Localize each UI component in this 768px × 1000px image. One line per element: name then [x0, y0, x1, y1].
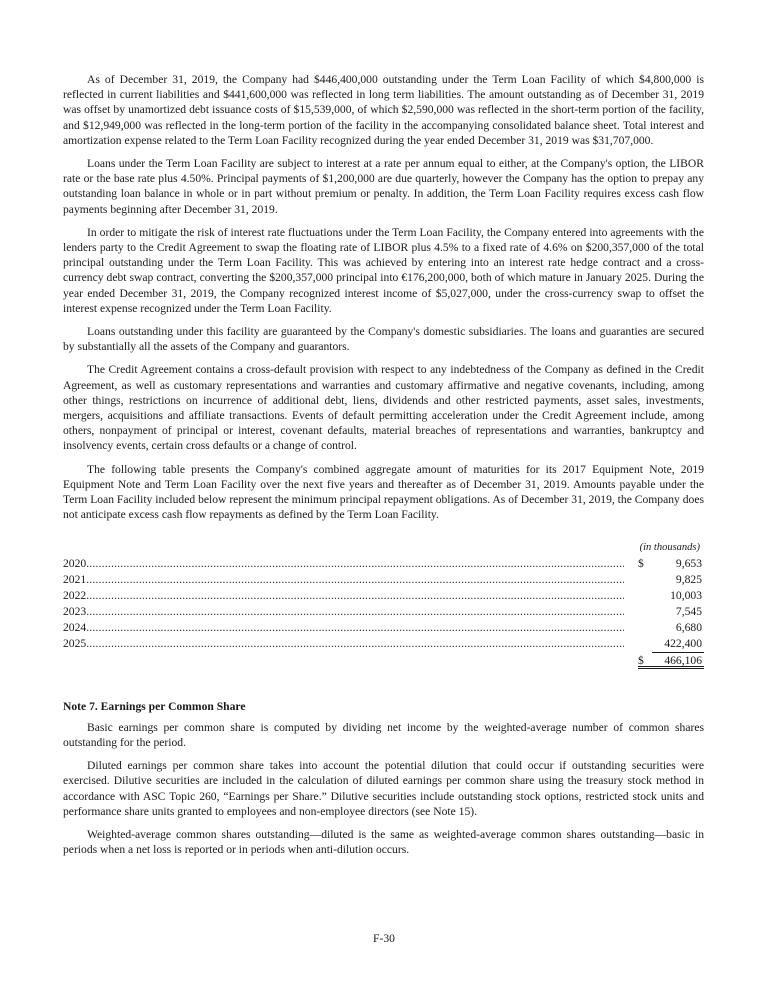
- paragraph-term-loan-outstanding: As of December 31, 2019, the Company had $446,400,000 outstanding under the Term Loan Facility of which $4,800,000 is reflected in current liabilities and $441,600,000 was reflected in long term liabilities. The amount outstanding as of December 31, 2019 was offset by unamortized debt issuance costs of $15,539,000, of which $2,590,000 was reflected in the short-term portion of the facility, and $12,949,000 was reflected in the long-term portion of the facility in the accompanying consolidated balance sheet. Total interest and amortization expense related to the Term Loan Facility recognized during the year ended December 31, 2019 was $31,707,000.: [63, 73, 704, 147]
- currency-symbol: $: [638, 557, 644, 571]
- paragraph-interest-rate-swap: In order to mitigate the risk of interest rate fluctuations under the Term Loan Facility, the Company entered into agreements with the lenders party to the Credit Agreement to swap the floating rate of LIBOR plus 4.5% to a fixed rate of 4.6% on $200,357,000 of the total principal outstanding under the Term Loan Facility. This was achieved by entering into an interest rate hedge contract and a cross-currency debt swap contract, converting the $200,357,000 principal into €176,200,000, both of which mature in January 2025. During the year ended December 31, 2019, the Company recognized interest income of $5,027,000, under the cross-currency swap to offset the interest expense recognized under the Term Loan Facility.: [63, 225, 704, 315]
- row-amount: 9,653: [675, 557, 702, 571]
- dot-leader: [86, 588, 624, 604]
- row-year: 2022: [63, 589, 87, 603]
- row-year: 2024: [63, 621, 87, 635]
- page-number: F-30: [373, 932, 395, 945]
- table-total-row: [63, 652, 704, 669]
- dot-leader: [86, 636, 624, 652]
- document-page: [63, 72, 704, 865]
- dot-leader: [86, 604, 624, 620]
- paragraph-credit-agreement-covenants: The Credit Agreement contains a cross-default provision with respect to any indebtedness of the Company as defined in the Credit Agreement, as well as customary representations and warranties and customary affirmative and negative covenants, including, among other things, restrictions on incurrence of additional debt, liens, dividends and other restricted payments, asset sales, investments, mergers, acquisitions and affiliate transactions. Events of default permitting acceleration under the Credit Agreement include, among others, nonpayment of principal or interest, covenant defaults, material breaches of representations and warranties, bankruptcy and insolvency events, certain cross defaults or a change of control.: [63, 363, 704, 453]
- maturities-table: [63, 540, 704, 669]
- row-year: 2025: [63, 637, 87, 651]
- dot-leader: [86, 572, 624, 588]
- table-row: [63, 636, 704, 652]
- table-row: [63, 572, 704, 588]
- dot-leader: [86, 556, 624, 572]
- currency-symbol: $: [638, 654, 644, 668]
- table-row: [63, 588, 704, 604]
- total-cell: [638, 652, 704, 669]
- paragraph-guarantees: Loans outstanding under this facility are guaranteed by the Company's domestic subsidiaries. The loans and guaranties are secured by substantially all the assets of the Company and guarantors.: [63, 325, 704, 354]
- table-row: [63, 556, 704, 572]
- total-amount: 466,106: [664, 654, 702, 668]
- row-year: 2023: [63, 605, 87, 619]
- row-amount: 422,400: [652, 636, 704, 653]
- units-label: (in thousands): [639, 542, 700, 554]
- row-amount: 10,003: [670, 589, 702, 603]
- table-row: [63, 620, 704, 636]
- row-amount: 6,680: [675, 621, 702, 635]
- paragraph-maturities-intro: The following table presents the Company's combined aggregate amount of maturities for its 2017 Equipment Note, 2019 Equipment Note and Term Loan Facility over the next five years and thereafter as of December 31, 2019. Amounts payable under the Term Loan Facility included below represent the minimum principal repayment obligations. As of December 31, 2019, the Company does not anticipate excess cash flow repayments as defined by the Term Loan Facility.: [63, 462, 704, 522]
- paragraph-weighted-average: Weighted-average common shares outstanding—diluted is the same as weighted-average common shares outstanding—basic in periods when a net loss is reported or in periods when anti-dilution occurs.: [63, 827, 704, 857]
- row-amount: 7,545: [675, 605, 702, 619]
- paragraph-term-loan-interest: Loans under the Term Loan Facility are subject to interest at a rate per annum equal to either, at the Company's option, the LIBOR rate or the base rate plus 4.50%. Principal payments of $1,200,000 are due quarterly, however the Company has the option to prepay any outstanding loan balance in whole or in part without premium or penalty. In addition, the Term Loan Facility requires excess cash flow payments beginning after December 31, 2019.: [63, 157, 704, 216]
- paragraph-basic-eps: Basic earnings per common share is computed by dividing net income by the weighted-average number of common shares outstanding for the period.: [63, 720, 704, 749]
- dot-leader: [86, 620, 624, 636]
- row-year: 2020: [63, 557, 87, 571]
- row-year: 2021: [63, 573, 87, 587]
- row-amount: 9,825: [675, 573, 702, 587]
- paragraph-diluted-eps: Diluted earnings per common share takes into account the potential dilution that could occur if outstanding securities were exercised. Dilutive securities are included in the calculation of diluted earnings per common share using the treasury stock method in accordance with ASC Topic 260, “Earnings per Share.” Dilutive securities include outstanding stock options, restricted stock units and performance share units granted to employees and non-employee directors (see Note 15).: [63, 759, 704, 818]
- section-heading-note-7: Note 7. Earnings per Common Share: [63, 700, 246, 714]
- table-row: [63, 604, 704, 620]
